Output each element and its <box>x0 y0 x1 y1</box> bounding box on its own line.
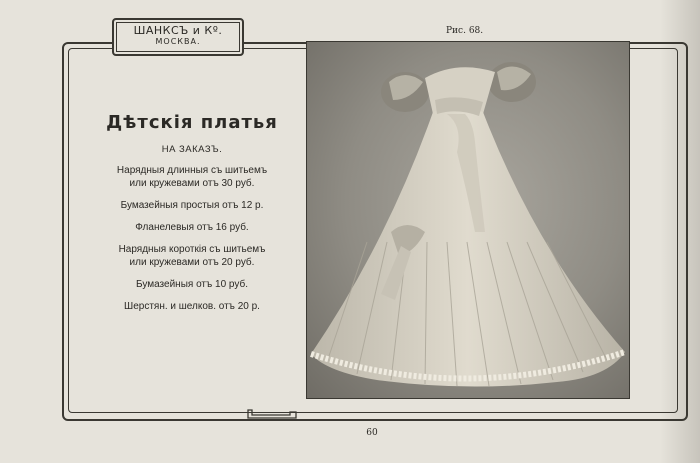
price-item-line: Фланелевыя отъ 16 руб. <box>135 222 249 233</box>
price-item <box>78 221 306 234</box>
brand-city: МОСКВА. <box>155 37 201 46</box>
page-number: 60 <box>366 428 378 438</box>
decorative-flourish-icon <box>246 406 298 420</box>
price-item-line: Нарядныя короткія съ шитьемъ <box>118 244 266 255</box>
price-item <box>78 164 306 190</box>
price-item <box>78 199 306 212</box>
price-item-line: Бумазейныя простыя отъ 12 р. <box>120 200 264 211</box>
page-title: Дѣтскія платья <box>106 112 278 133</box>
price-item-line: или кружевами отъ 30 руб. <box>129 178 255 189</box>
price-item <box>78 243 306 269</box>
price-item-line: или кружевами отъ 20 руб. <box>129 257 255 268</box>
price-item-line: Бумазейныя отъ 10 руб. <box>136 279 248 290</box>
price-item-line: Шерстян. и шелков. отъ 20 р. <box>124 301 260 312</box>
price-item-line: Нарядныя длинныя съ шитьемъ <box>116 165 268 176</box>
figure-label: Рис. 68. <box>446 26 484 36</box>
price-item <box>78 278 306 291</box>
dress-photograph <box>306 41 630 399</box>
price-item <box>78 300 306 313</box>
price-list <box>78 164 306 322</box>
brand-cartouche <box>112 18 244 56</box>
text-panel <box>78 58 306 398</box>
brand-name: ШАНКСЪ и Кº. <box>133 24 223 37</box>
subtitle: НА ЗАКАЗЪ. <box>161 144 223 155</box>
christening-dress-image <box>307 42 629 398</box>
